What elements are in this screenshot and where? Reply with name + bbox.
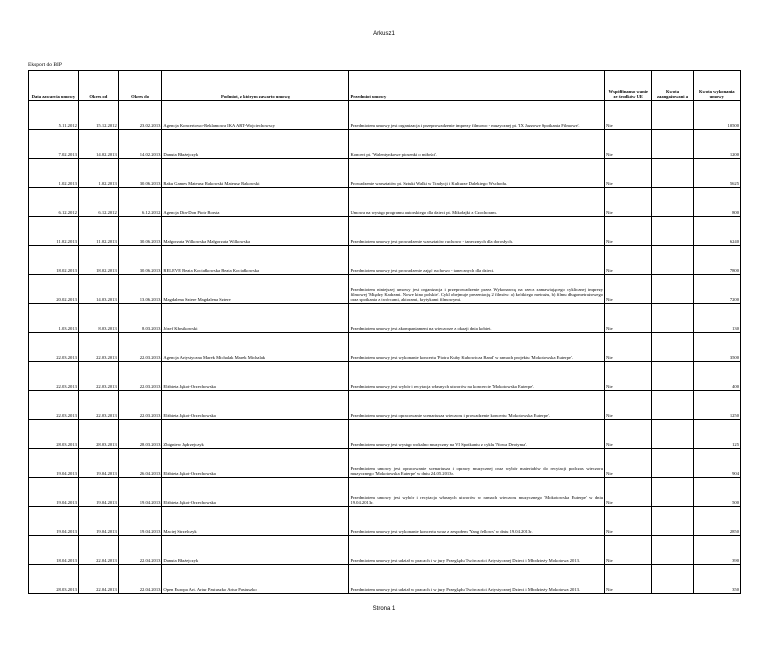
cell-from: 18.02.2013 bbox=[78, 246, 118, 275]
table-row bbox=[29, 449, 741, 478]
table-row bbox=[29, 130, 741, 159]
cell-subject: Przedmiotem umowy jest prowadzenie warsztatów ruchowo - tanecznych dla dorosłych. bbox=[349, 217, 605, 246]
cell-to: 22.03.2013 bbox=[118, 391, 162, 420]
cell-from: 15.12.2012 bbox=[78, 101, 118, 130]
table-row bbox=[29, 536, 741, 565]
table-row bbox=[29, 362, 741, 391]
cell-eu: Nie bbox=[605, 391, 652, 420]
cell-from: 8.03.2013 bbox=[78, 304, 118, 333]
cell-from: 6.12.2012 bbox=[78, 188, 118, 217]
cell-to: 8.03.2013 bbox=[118, 304, 162, 333]
cell-subject: Przedmiotem umowy jest udział w pracach i w jury Przeglądu Twórczości Artystycznej Dzieci i Młodzieży Mokotowa 2013. bbox=[349, 565, 605, 594]
cell-eu: Nie bbox=[605, 217, 652, 246]
cell-party: Maciej Strzelczyk bbox=[162, 507, 349, 536]
cell-amount: 400 bbox=[693, 362, 740, 391]
cell-committed bbox=[652, 391, 693, 420]
sheet-title: Arkusz1 bbox=[373, 31, 395, 37]
cell-date: 22.03.2013 bbox=[29, 333, 79, 362]
cell-amount: 350 bbox=[693, 565, 740, 594]
cell-party: Józef Kłosikowski bbox=[162, 304, 349, 333]
cell-party: Zbigniew Jędrzejczyk bbox=[162, 420, 349, 449]
cell-committed bbox=[652, 275, 693, 304]
cell-committed bbox=[652, 478, 693, 507]
cell-eu: Nie bbox=[605, 188, 652, 217]
cell-party: Małgorzata Wilkowska Małgorzata Wilkowska bbox=[162, 217, 349, 246]
cell-amount: 130 bbox=[693, 304, 740, 333]
cell-eu: Nie bbox=[605, 333, 652, 362]
cell-eu: Nie bbox=[605, 159, 652, 188]
cell-date: 7.02.2013 bbox=[29, 130, 79, 159]
cell-party: Agencja Din-Don Piotr Borsta bbox=[162, 188, 349, 217]
table-body bbox=[29, 101, 741, 594]
cell-date: 1.03.2013 bbox=[29, 304, 79, 333]
cell-to: 6.12.2012 bbox=[118, 188, 162, 217]
cell-subject: Przedmiotem niniejszej umowy jest organizacja i przeprowadzenie przez Wykonawcę na rzecz zamawiającego cyklicznej imprezy filmowej 'Między Kadrami. Nowe kino polskie'. Cykl obejmuje prezentację 2 filmów: a) krótkiego metrażu, b) filmu długometrażowego oraz spotkania z twórcami, aktorami, krytykami filmowymi. bbox=[349, 275, 605, 304]
cell-amount: 2850 bbox=[693, 507, 740, 536]
cell-date: 22.03.2013 bbox=[29, 362, 79, 391]
header-from: Okres od bbox=[78, 71, 118, 101]
table-row bbox=[29, 420, 741, 449]
cell-date: 22.03.2013 bbox=[29, 391, 79, 420]
cell-committed bbox=[652, 507, 693, 536]
cell-from: 11.02.2013 bbox=[78, 217, 118, 246]
cell-party: Magdalena Sztere Magdalena Sztere bbox=[162, 275, 349, 304]
cell-to: 30.06.2013 bbox=[118, 159, 162, 188]
cell-subject: Przedmiotem umowy jest wykonanie koncertu 'Piotra Kuby Kubowicza Band' w ramach projektu 'Mokotowska Euterpe'. bbox=[349, 333, 605, 362]
table-row bbox=[29, 159, 741, 188]
cell-committed bbox=[652, 159, 693, 188]
cell-subject: Przedmiotem umowy jest wykonanie koncertu wraz z zespołem 'Yang fellows' w dniu 19.04.2013r. bbox=[349, 507, 605, 536]
cell-subject: Przedmiotem umowy jest opracowanie scenariusza wieczoru i prowadzenie koncertu 'Mokotowska Euterpe'. bbox=[349, 391, 605, 420]
cell-subject: Przedmiotem umowy jest występ wokalno muzyczny na VI Spotkaniu z cyklu 'Nowa Deotyma'. bbox=[349, 420, 605, 449]
cell-amount: 5625 bbox=[693, 159, 740, 188]
cell-party: Elżbieta Jękot-Orzechowska bbox=[162, 362, 349, 391]
cell-eu: Nie bbox=[605, 101, 652, 130]
cell-from: 19.04.2013 bbox=[78, 449, 118, 478]
cell-committed bbox=[652, 217, 693, 246]
cell-to: 30.06.2013 bbox=[118, 246, 162, 275]
cell-to: 22.03.2013 bbox=[118, 333, 162, 362]
cell-to: 13.06.2013 bbox=[118, 275, 162, 304]
header-to: Okres do bbox=[118, 71, 162, 101]
cell-to: 26.04.2013 bbox=[118, 449, 162, 478]
cell-committed bbox=[652, 536, 693, 565]
cell-date: 1.02.2013 bbox=[29, 159, 79, 188]
cell-from: 22.04.2013 bbox=[78, 565, 118, 594]
cell-subject: Przedmiotem umowy jest wybór i recytacja własnych utworów na koncercie 'Mokotowska Euterpe'. bbox=[349, 362, 605, 391]
cell-committed bbox=[652, 420, 693, 449]
cell-committed bbox=[652, 333, 693, 362]
cell-party: Elżbieta Jękot-Orzechowska bbox=[162, 478, 349, 507]
cell-from: 22.04.2013 bbox=[78, 536, 118, 565]
cell-amount: 6240 bbox=[693, 217, 740, 246]
header-committed: Kwota zaangażowani a bbox=[652, 71, 693, 101]
cell-subject: Przedmiotem umowy jest prowadzenie zajęć ruchowo - tanecznych dla dzieci. bbox=[349, 246, 605, 275]
cell-subject: Przedmiotem umowy jest udział w pracach i w jury Przeglądu Twórczości Artystycznej Dzieci i Młodzieży Mokotowa 2013. bbox=[349, 536, 605, 565]
cell-eu: Nie bbox=[605, 420, 652, 449]
cell-date: 28.03.2013 bbox=[29, 420, 79, 449]
cell-date: 20.02.2013 bbox=[29, 275, 79, 304]
cell-party: Agencja Artystyczna Marek Michalak Marek Michalak bbox=[162, 333, 349, 362]
cell-from: 1.02.2013 bbox=[78, 159, 118, 188]
cell-committed bbox=[652, 188, 693, 217]
cell-from: 22.03.2013 bbox=[78, 362, 118, 391]
cell-amount: 500 bbox=[693, 478, 740, 507]
cell-committed bbox=[652, 565, 693, 594]
cell-subject: Koncert pt. 'Walentynkowe piosenki o miłości'. bbox=[349, 130, 605, 159]
cell-party: Elżbieta Jękot-Orzechowska bbox=[162, 391, 349, 420]
cell-from: 22.03.2013 bbox=[78, 333, 118, 362]
cell-eu: Nie bbox=[605, 130, 652, 159]
cell-from: 14.03.2013 bbox=[78, 275, 118, 304]
table-row bbox=[29, 333, 741, 362]
cell-amount: 904 bbox=[693, 449, 740, 478]
cell-committed bbox=[652, 246, 693, 275]
cell-committed bbox=[652, 130, 693, 159]
header-date: Data zawarcia umowy bbox=[29, 71, 79, 101]
cell-subject: Umowa na występ programu autorskiego dla dzieci pt. Mikołajki z Czochoram. bbox=[349, 188, 605, 217]
header-subject: Przedmiot umowy bbox=[349, 71, 605, 101]
cell-amount: 800 bbox=[693, 188, 740, 217]
header-amount: Kwota wykonania umowy bbox=[693, 71, 740, 101]
cell-committed bbox=[652, 101, 693, 130]
cell-date: 6.12.2012 bbox=[29, 188, 79, 217]
cell-amount: 1250 bbox=[693, 391, 740, 420]
cell-eu: Nie bbox=[605, 246, 652, 275]
header-eu: Współfinanso wanie ze środków UE bbox=[605, 71, 652, 101]
cell-to: 19.04.2013 bbox=[118, 478, 162, 507]
table-row bbox=[29, 478, 741, 507]
cell-from: 19.04.2013 bbox=[78, 507, 118, 536]
cell-date: 11.02.2013 bbox=[29, 217, 79, 246]
cell-amount: 7200 bbox=[693, 275, 740, 304]
table-row bbox=[29, 565, 741, 594]
cell-date: 28.03.2013 bbox=[29, 565, 79, 594]
cell-amount: 10500 bbox=[693, 101, 740, 130]
cell-amount: 7800 bbox=[693, 246, 740, 275]
cell-to: 28.03.2013 bbox=[118, 420, 162, 449]
cell-eu: Nie bbox=[605, 275, 652, 304]
cell-party: Danuta Błażejczyk bbox=[162, 130, 349, 159]
table-row bbox=[29, 101, 741, 130]
cell-party: Danuta Błażejczyk bbox=[162, 536, 349, 565]
page-footer: Strona 1 bbox=[372, 606, 396, 612]
table-row bbox=[29, 188, 741, 217]
cell-committed bbox=[652, 362, 693, 391]
cell-to: 23.02.2013 bbox=[118, 101, 162, 130]
cell-subject: Przedmiotem umowy jest organizacja i przeprowadzenie imprezy filmowo - muzycznej pt. 'IX Jazzowe Spotkania Filmowe'. bbox=[349, 101, 605, 130]
cell-party: RELEVE Beata Kociałkowska Beata Kociałkowska bbox=[162, 246, 349, 275]
cell-subject: Przedmiotem umowy jest opracowanie scenariusza i oprawy muzycznej oraz wybór materiałów do recytacji podczas wieczoru muzycznego 'Mokotowska Euterpe' w dniu 24.05.2013r. bbox=[349, 449, 605, 478]
cell-date: 19.04.2013 bbox=[29, 478, 79, 507]
header-row bbox=[29, 71, 741, 101]
cell-to: 22.04.2013 bbox=[118, 565, 162, 594]
cell-subject: Prowadzenie warsztatów pt. Sztuki Walki w Tradycji i Kulturze Dalekiego Wschodu. bbox=[349, 159, 605, 188]
table-row bbox=[29, 304, 741, 333]
cell-to: 22.03.2013 bbox=[118, 362, 162, 391]
cell-to: 22.04.2013 bbox=[118, 536, 162, 565]
cell-to: 14.02.2013 bbox=[118, 130, 162, 159]
cell-amount: 1200 bbox=[693, 130, 740, 159]
cell-from: 14.02.2013 bbox=[78, 130, 118, 159]
cell-from: 22.03.2013 bbox=[78, 391, 118, 420]
cell-committed bbox=[652, 449, 693, 478]
cell-committed bbox=[652, 304, 693, 333]
cell-eu: Nie bbox=[605, 362, 652, 391]
contracts-table bbox=[28, 70, 741, 594]
table-row bbox=[29, 275, 741, 304]
cell-from: 19.04.2013 bbox=[78, 478, 118, 507]
table-row bbox=[29, 391, 741, 420]
cell-subject: Przedmiotem umowy jest akompaniament na wieczorze z okazji dnia kobiet. bbox=[349, 304, 605, 333]
table-row bbox=[29, 507, 741, 536]
table-row bbox=[29, 246, 741, 275]
cell-eu: Nie bbox=[605, 536, 652, 565]
cell-date: 5.11.2012 bbox=[29, 101, 79, 130]
cell-party: Elżbieta Jękot-Orzechowska bbox=[162, 449, 349, 478]
cell-subject: Przedmiotem umowy jest wybór i recytacja własnych utworów w ramach wieczoru muzycznego 'Mokotowska Euterpe' w dniu 19.04.2013r. bbox=[349, 478, 605, 507]
cell-amount: 390 bbox=[693, 536, 740, 565]
cell-to: 19.04.2013 bbox=[118, 507, 162, 536]
table-row bbox=[29, 217, 741, 246]
cell-party: Raku Games Mateusz Rakowski Mateusz Rakowski bbox=[162, 159, 349, 188]
cell-amount: 125 bbox=[693, 420, 740, 449]
cell-date: 19.04.2013 bbox=[29, 449, 79, 478]
cell-date: 18.04.2013 bbox=[29, 536, 79, 565]
cell-date: 18.02.2013 bbox=[29, 246, 79, 275]
cell-eu: Nie bbox=[605, 478, 652, 507]
cell-eu: Nie bbox=[605, 507, 652, 536]
section-label: Eksport do BIP bbox=[28, 62, 62, 68]
cell-party: Agencja Koncertowo-Reklamowa IKA ART-Wojciechowscy bbox=[162, 101, 349, 130]
cell-date: 19.04.2013 bbox=[29, 507, 79, 536]
header-party: Podmiot, z którym zawarto umowę bbox=[162, 71, 349, 101]
cell-eu: Nie bbox=[605, 565, 652, 594]
cell-party: Open Europa Art. Artur Pastuszko Artur Pastuszko bbox=[162, 565, 349, 594]
cell-to: 30.06.2013 bbox=[118, 217, 162, 246]
cell-from: 28.03.2013 bbox=[78, 420, 118, 449]
cell-amount: 3500 bbox=[693, 333, 740, 362]
cell-eu: Nie bbox=[605, 449, 652, 478]
cell-eu: Nie bbox=[605, 304, 652, 333]
